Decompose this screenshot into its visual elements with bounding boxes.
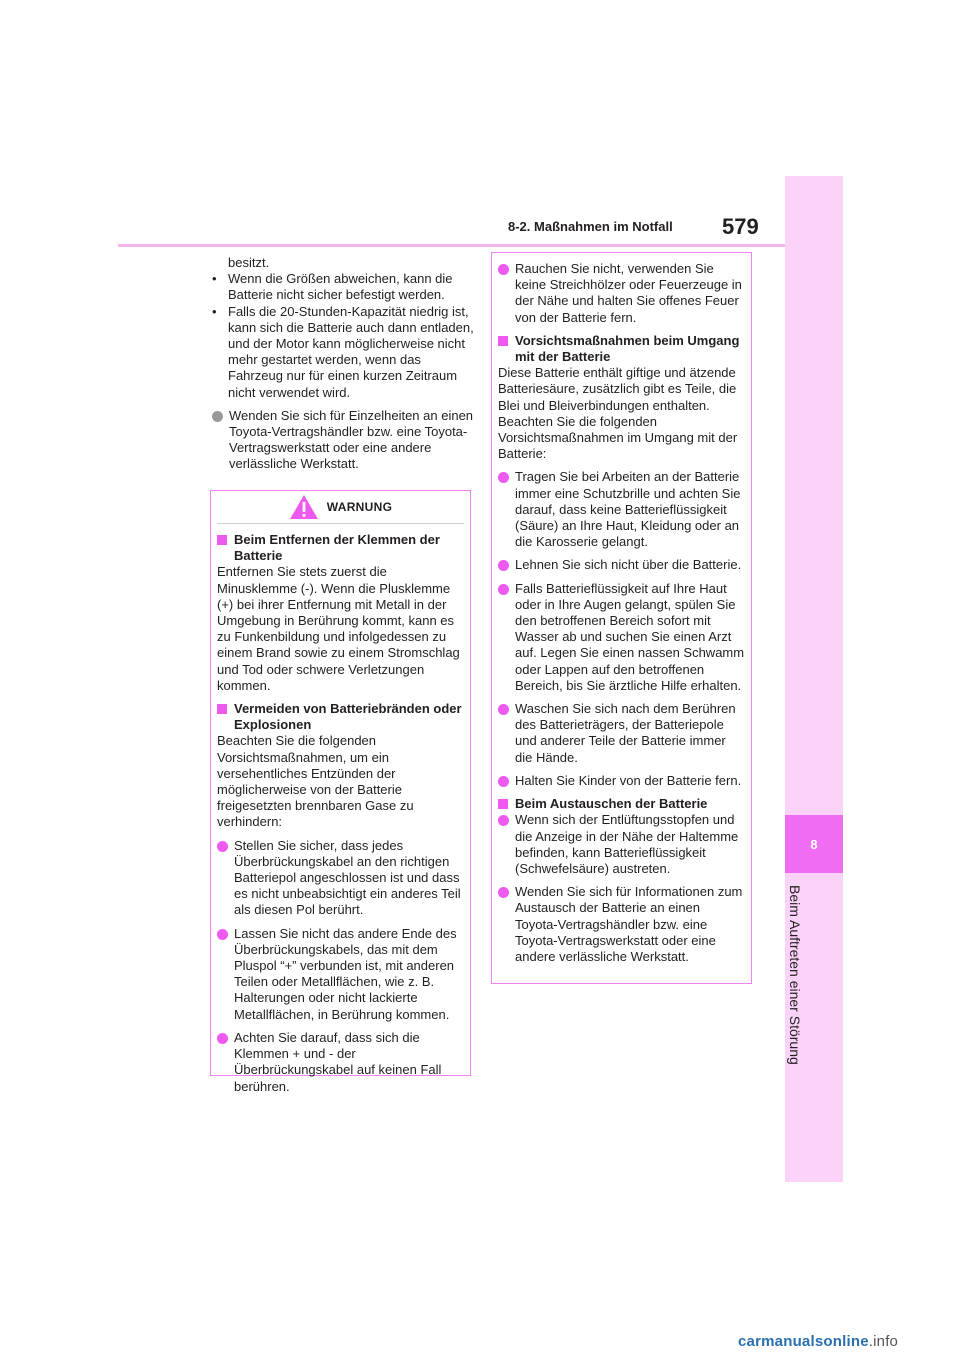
section-heading: Beim Austauschen der Batterie: [498, 796, 745, 812]
section-title: 8-2. Maßnahmen im Notfall: [508, 219, 673, 234]
note-item: Wenden Sie sich für Einzelheiten an einen Toyota-Vertragshändler bzw. eine Toyota-Vertragswerkstatt oder eine andere verlässliche Werkstatt.: [212, 408, 474, 473]
list-item: Tragen Sie bei Arbeiten an der Batterie immer eine Schutzbrille und achten Sie darauf, dass keine Batterieflüssigkeit (Säure) an Ihre Haut, Kleidung oder an die Karosserie gelangt.: [498, 469, 745, 550]
section-text: Diese Batterie enthält giftige und ätzende Batteriesäure, zusätzlich gibt es Teile, die Blei und Bleiverbindungen enthalten. Beachten Sie die folgenden Vorsichtsmaßnahmen im Umgang mit der Batterie:: [498, 365, 738, 462]
section-text: Entfernen Sie stets zuerst die Minusklemme (-). Wenn die Plusklemme (+) bei ihrer Entfernung mit Metall in der Umgebung in Berührung kommt, kann es zu Funkenbildung und infolgedessen zu einem Brand sowie zu einem Stromschlag und Tod oder schwere Verletzungen kommen.: [217, 564, 460, 693]
warning-label: WARNUNG: [326, 500, 393, 514]
gray-bullet-icon: [212, 411, 223, 422]
list-item: Wenn sich der Entlüftungsstopfen und die Anzeige in der Nähe der Haltemme befinden, kann Batterieflüssigkeit (Schwefelsäure) austreten.: [498, 812, 745, 877]
dash-item: • Falls die 20-Stunden-Kapazität niedrig ist, kann sich die Batterie auch dann entladen, und der Motor kann möglicherweise nicht mehr gestartet werden, wenn das Fahrzeug nur für einen kurzen Zeitraum nicht verwendet wird.: [212, 303, 474, 400]
list-item: Rauchen Sie nicht, verwenden Sie keine Streichhölzer oder Feuerzeuge in der Nähe und halten Sie offenes Feuer von der Batterie fern.: [498, 261, 745, 326]
list-item: Falls Batterieflüssigkeit auf Ihre Haut oder in Ihre Augen gelangt, spülen Sie den betroffenen Bereich sofort mit Wasser ab und suchen Sie einen Arzt auf. Legen Sie einen nassen Schwamm oder Lappen auf den betroffenen Bereich, bis Sie ärztliche Hilfe erhalten.: [498, 581, 745, 694]
round-bullet-icon: [498, 264, 509, 275]
round-bullet-icon: [217, 841, 228, 852]
dash-icon: •: [212, 271, 217, 287]
square-bullet-icon: [498, 336, 508, 346]
section-heading: Beim Entfernen der Klemmen der Batterie: [217, 532, 464, 564]
section-heading: Vermeiden von Batteriebränden oder Explosionen: [217, 701, 464, 733]
round-bullet-icon: [498, 560, 509, 571]
warning-header: [217, 491, 464, 524]
chapter-number-tab[interactable]: [785, 815, 843, 873]
list-item: Achten Sie darauf, dass sich die Klemmen + und - der Überbrückungskabel auf keinen Fall berühren.: [217, 1030, 464, 1095]
chapter-number: 8: [810, 836, 818, 852]
square-bullet-icon: [498, 799, 508, 809]
section-text: Beachten Sie die folgenden Vorsichtsmaßnahmen, um ein versehentliches Entzünden der möglicherweise von der Batterie freigesetzten brennbaren Gase zu verhindern:: [217, 733, 414, 830]
round-bullet-icon: [498, 584, 509, 595]
round-bullet-icon: [498, 472, 509, 483]
round-bullet-icon: [217, 929, 228, 940]
warning-box: [210, 490, 471, 1094]
warning-triangle-icon: [289, 494, 319, 520]
round-bullet-icon: [498, 704, 509, 715]
dash-icon: •: [212, 303, 217, 319]
round-bullet-icon: [217, 1033, 228, 1044]
round-bullet-icon: [498, 776, 509, 787]
dash-item: • Wenn die Größen abweichen, kann die Batterie nicht sicher befestigt werden.: [212, 271, 453, 303]
round-bullet-icon: [498, 815, 509, 826]
chapter-title: Beim Auftreten einer Störung: [787, 885, 803, 1065]
square-bullet-icon: [217, 704, 227, 714]
watermark-tld: .info: [868, 1333, 899, 1350]
site-watermark[interactable]: [738, 1333, 898, 1350]
header-divider: [118, 244, 786, 247]
continuation-text: besitzt.: [228, 255, 270, 270]
watermark-brand: carmanualsonline: [738, 1333, 869, 1350]
list-item: Lassen Sie nicht das andere Ende des Überbrückungskabels, das mit dem Pluspol “+” verbunden ist, mit anderen Teilen oder Metallflächen, wie z. B. Halterungen oder nicht lackierte Metallflächen, in Berührung kommen.: [217, 926, 464, 1023]
warning-continuation-box: [491, 252, 752, 984]
list-item: Waschen Sie sich nach dem Berühren des Batterieträgers, der Batteriepole und anderer Teile der Batterie immer die Hände.: [498, 701, 745, 766]
section-heading: Vorsichtsmaßnahmen beim Umgang mit der Batterie: [498, 333, 745, 365]
list-item: Lehnen Sie sich nicht über die Batterie.: [498, 557, 745, 573]
list-item: Stellen Sie sicher, dass jedes Überbrückungskabel an den richtigen Batteriepol angeschlossen ist und dass es nicht unbeabsichtigt ein anderes Teil als diesen Pol berührt.: [217, 838, 464, 919]
list-item: Halten Sie Kinder von der Batterie fern.: [498, 773, 745, 789]
round-bullet-icon: [498, 887, 509, 898]
page-number: 579: [722, 214, 759, 239]
list-item: Wenden Sie sich für Informationen zum Austausch der Batterie an einen Toyota-Vertragshändler bzw. eine Toyota-Vertragswerkstatt oder eine andere verlässliche Werkstatt.: [498, 884, 745, 965]
left-column-intro: [212, 255, 474, 473]
square-bullet-icon: [217, 535, 227, 545]
